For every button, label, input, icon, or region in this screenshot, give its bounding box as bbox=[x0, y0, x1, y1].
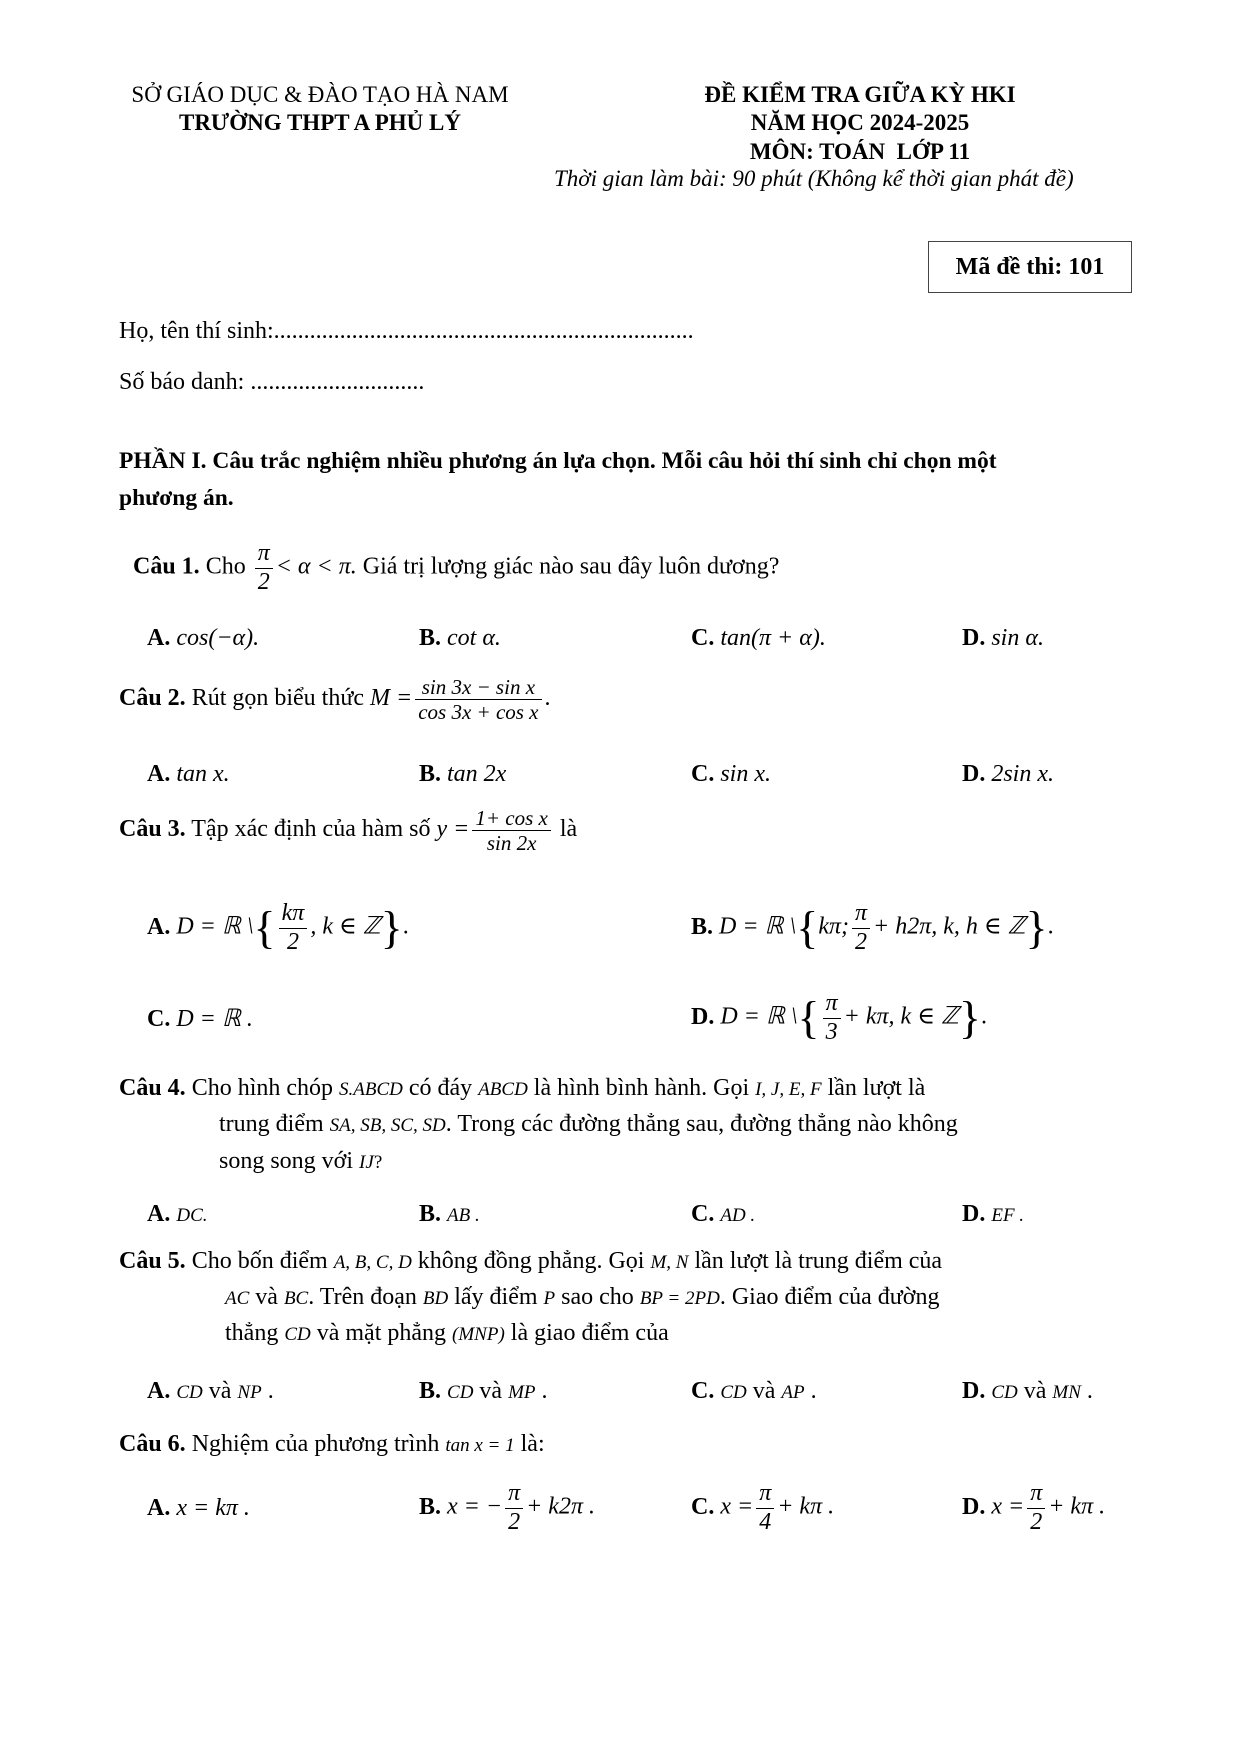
q5-option-b[interactable]: B. CD và MP . bbox=[419, 1378, 548, 1404]
question-1 bbox=[133, 540, 779, 596]
q1-option-b[interactable]: B. cot α. bbox=[419, 625, 501, 651]
q6-option-b[interactable]: B. x = − $\frac{\pi}{2}$ + k2π . bbox=[419, 1480, 595, 1535]
question-4-line3: song song với IJ? bbox=[219, 1148, 383, 1174]
q3-option-c[interactable]: C. D = ℝ . bbox=[147, 1006, 253, 1032]
q4-option-a[interactable]: A. DC. bbox=[147, 1201, 208, 1227]
question-3-label: Câu 3. bbox=[119, 816, 186, 843]
q5-option-d[interactable]: D. CD và MN . bbox=[962, 1378, 1093, 1404]
q6-option-a[interactable]: A. x = kπ . bbox=[147, 1495, 250, 1521]
question-4-line2: trung điểm SA, SB, SC, SD. Trong các đường thẳng sau, đường thẳng nào không bbox=[219, 1111, 958, 1137]
candidate-id-label: Số báo danh: bbox=[119, 369, 245, 395]
subject: MÔN: TOÁN LỚP 11 bbox=[749, 139, 971, 164]
question-5-line2: AC và BC. Trên đoạn BD lấy điểm P sao cho BP = 2PD. Giao điểm của đường bbox=[225, 1284, 940, 1310]
question-2-lhs: M = bbox=[370, 685, 413, 712]
school-year: NĂM HỌC 2024-2025 bbox=[750, 110, 970, 135]
q5-option-a[interactable]: A. CD và NP . bbox=[147, 1378, 274, 1404]
question-6-label: Câu 6. bbox=[119, 1431, 186, 1457]
question-3-fraction: $\frac{\text{1+ cos x}}{\sin 2x}$ bbox=[472, 806, 551, 855]
exam-code: Mã đề thi: 101 bbox=[955, 253, 1105, 280]
q1-option-a[interactable]: A. cos(−α). bbox=[147, 625, 260, 651]
question-1-fraction: $\frac{\pi}{2}$ bbox=[255, 540, 273, 596]
question-4-line1: Câu 4. Cho hình chóp S.ABCD có đáy ABCD là hình bình hành. Gọi I, J, E, F lần lượt là bbox=[119, 1075, 926, 1101]
q3-option-b[interactable]: B. D = ℝ \{kπ; $\frac{\pi}{2}$ + h2π, k, h ∈ ℤ}. bbox=[691, 900, 1054, 955]
section-title-line2: phương án. bbox=[119, 485, 234, 511]
q4-option-d[interactable]: D. EF . bbox=[962, 1201, 1025, 1227]
q3-option-a[interactable]: A. D = ℝ \{ $\frac{k\pi}{2}$ , k ∈ ℤ}. bbox=[147, 900, 409, 955]
question-1-condition: < α < π. bbox=[275, 553, 357, 580]
question-1-text: Giá trị lượng giác nào sau đây luôn dương? bbox=[362, 553, 780, 580]
exam-code-box bbox=[928, 241, 1132, 293]
question-1-label: Câu 1. bbox=[133, 553, 200, 580]
school-name: TRƯỜNG THPT A PHỦ LÝ bbox=[178, 110, 461, 135]
time-allowed: Thời gian làm bài: 90 phút (Không kể thời gian phát đề) bbox=[554, 166, 1074, 191]
question-2-label: Câu 2. bbox=[119, 685, 186, 712]
candidate-name-row bbox=[119, 318, 694, 345]
exam-title: ĐỀ KIỂM TRA GIỮA KỲ HKI bbox=[704, 82, 1016, 107]
question-3-text: Tập xác định của hàm số bbox=[191, 816, 431, 843]
candidate-id-row bbox=[119, 369, 424, 396]
question-5-label: Câu 5. bbox=[119, 1248, 186, 1274]
candidate-name-label: Họ, tên thí sinh: bbox=[119, 318, 274, 344]
q2-option-c[interactable]: C. sin x. bbox=[691, 761, 772, 787]
q6-option-c[interactable]: C. x = $\frac{\pi}{4}$ + kπ . bbox=[691, 1480, 835, 1535]
q2-option-d[interactable]: D. 2sin x. bbox=[962, 761, 1055, 787]
q1-option-c[interactable]: C. tan(π + α). bbox=[691, 625, 826, 651]
q6-option-d[interactable]: D. x = $\frac{\pi}{2}$ + kπ . bbox=[962, 1480, 1106, 1535]
section-title-line1: PHẦN I. Câu trắc nghiệm nhiều phương án lựa chọn. Mỗi câu hỏi thí sinh chỉ chọn một bbox=[119, 448, 997, 474]
question-6: Câu 6. Nghiệm của phương trình tan x = 1 là: bbox=[119, 1431, 545, 1457]
q2-option-a[interactable]: A. tan x. bbox=[147, 761, 230, 787]
q3-option-d[interactable]: D. D = ℝ \{ $\frac{\pi}{3}$ + kπ, k ∈ ℤ}. bbox=[691, 990, 987, 1045]
question-3-lhs: y = bbox=[436, 816, 470, 843]
department-name: SỞ GIÁO DỤC & ĐÀO TẠO HÀ NAM bbox=[131, 82, 509, 107]
question-3: Câu 3. Tập xác định của hàm số y = $\frac{\text{1+ cos x}}{\sin 2x}$ là bbox=[119, 806, 578, 856]
q1-option-d[interactable]: D. sin α. bbox=[962, 625, 1044, 651]
question-2-fraction: $\frac{\text{sin 3x − sin x}}{\text{cos 3x + cos x}}$ bbox=[415, 675, 541, 724]
q2-option-b[interactable]: B. tan 2x bbox=[419, 761, 507, 787]
q4-option-b[interactable]: B. AB . bbox=[419, 1201, 480, 1227]
candidate-name-dots: ...................................................................... bbox=[273, 318, 694, 344]
question-5-line3: thẳng CD và mặt phẳng (MNP) là giao điểm của bbox=[225, 1320, 669, 1346]
question-5-line1: Câu 5. Cho bốn điểm A, B, C, D không đồng phẳng. Gọi M, N lần lượt là trung điểm của bbox=[119, 1248, 943, 1274]
candidate-id-dots: ............................. bbox=[250, 369, 425, 395]
question-4-label: Câu 4. bbox=[119, 1075, 186, 1101]
q5-option-c[interactable]: C. CD và AP . bbox=[691, 1378, 817, 1404]
question-2: Câu 2. Rút gọn biểu thức M = $\frac{\text{sin 3x − sin x}}{\text{cos 3x + cos x}}$ . bbox=[119, 675, 551, 725]
question-2-text: Rút gọn biểu thức bbox=[191, 685, 365, 712]
q4-option-c[interactable]: C. AD . bbox=[691, 1201, 756, 1227]
question-1-pre: Cho bbox=[205, 553, 246, 580]
